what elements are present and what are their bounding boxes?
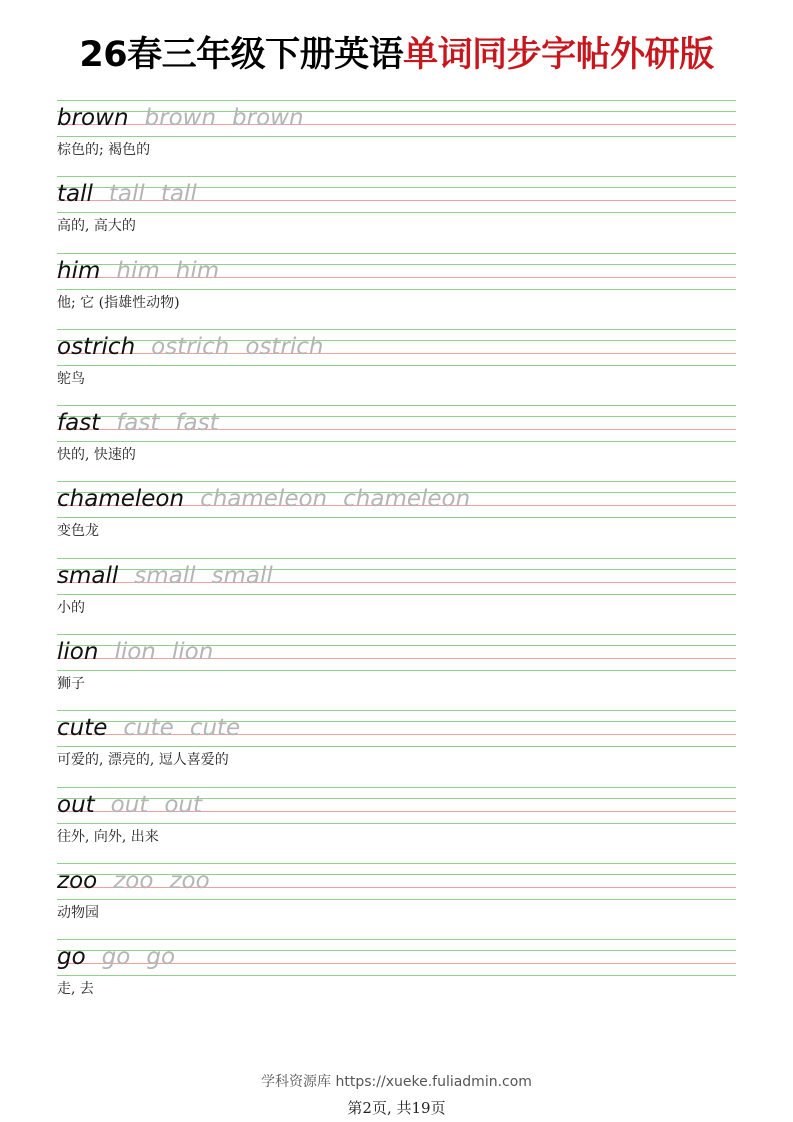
- word-line: [57, 635, 213, 669]
- word-meaning: 高的, 高大的: [57, 218, 136, 235]
- guide-line: [57, 289, 736, 290]
- trace-word: ostrich: [151, 333, 230, 360]
- word-meaning: 变色龙: [57, 523, 99, 540]
- guide-line: [57, 899, 736, 900]
- word-text: him: [57, 257, 101, 284]
- word-text: cute: [57, 715, 108, 742]
- guide-line: [57, 136, 736, 137]
- word-text: brown: [57, 105, 129, 131]
- word-line: [57, 559, 273, 593]
- word-meaning: 可爱的, 漂亮的, 逗人喜爱的: [57, 752, 229, 769]
- trace-word: tall: [160, 181, 197, 208]
- word-line: [57, 330, 323, 364]
- word-row: [0, 708, 793, 784]
- word-line: [57, 482, 470, 516]
- word-line: [57, 940, 175, 974]
- trace-word: fast: [116, 410, 160, 437]
- guide-line: [57, 975, 736, 976]
- guide-line: [57, 441, 736, 442]
- trace-word: cute: [189, 715, 241, 742]
- word-meaning: 他; 它 (指雄性动物): [57, 294, 180, 311]
- title-part-black: 26春三年级下册英语: [79, 35, 404, 75]
- guide-line: [57, 746, 736, 747]
- page-title: [0, 30, 793, 80]
- title-part-red: 单词同步字帖外研版: [403, 35, 714, 75]
- word-meaning: 走, 去: [57, 981, 94, 998]
- word-text: lion: [57, 639, 99, 666]
- word-line: [57, 254, 219, 288]
- guide-line: [57, 212, 736, 213]
- word-line: [57, 177, 197, 211]
- word-line: [57, 711, 240, 745]
- word-meaning: 动物园: [57, 904, 99, 921]
- trace-word: chameleon: [343, 486, 471, 513]
- word-row: [0, 98, 793, 174]
- word-row: [0, 479, 793, 555]
- word-text: go: [57, 944, 86, 971]
- word-row: [0, 174, 793, 250]
- trace-word: small: [134, 562, 196, 589]
- word-row: [0, 556, 793, 632]
- trace-word: ostrich: [245, 333, 324, 360]
- word-meaning: 往外, 向外, 出来: [57, 828, 159, 845]
- word-row: [0, 632, 793, 708]
- word-row: [0, 403, 793, 479]
- word-text: out: [57, 791, 95, 818]
- word-text: small: [57, 562, 119, 589]
- trace-word: brown: [144, 105, 217, 131]
- word-text: tall: [57, 181, 93, 208]
- trace-word: him: [116, 257, 160, 284]
- word-line: [57, 406, 219, 440]
- word-line: [57, 101, 304, 135]
- trace-word: go: [101, 944, 131, 971]
- word-text: fast: [57, 410, 101, 437]
- word-text: chameleon: [57, 486, 185, 513]
- guide-line: [57, 670, 736, 671]
- guide-line: [57, 517, 736, 518]
- guide-line: [57, 823, 736, 824]
- trace-word: cute: [123, 715, 174, 742]
- footer-site-link[interactable]: 学科资源库 https://xueke.fuliadmin.com: [261, 1074, 532, 1090]
- trace-word: brown: [232, 105, 304, 131]
- word-text: zoo: [57, 867, 98, 894]
- word-row: [0, 327, 793, 403]
- word-row: [0, 785, 793, 861]
- trace-word: zoo: [113, 867, 154, 894]
- word-row: [0, 251, 793, 327]
- trace-word: lion: [114, 639, 156, 666]
- word-meaning: 鸵鸟: [57, 370, 85, 387]
- word-meaning: 小的: [57, 599, 85, 616]
- trace-word: zoo: [169, 867, 210, 894]
- trace-word: out: [164, 791, 203, 818]
- word-text: ostrich: [57, 333, 136, 360]
- word-line: [57, 788, 202, 822]
- trace-word: small: [211, 562, 273, 589]
- trace-word: lion: [171, 639, 214, 666]
- trace-word: tall: [108, 181, 145, 208]
- trace-word: fast: [175, 410, 219, 437]
- word-meaning: 快的, 快速的: [57, 447, 136, 464]
- trace-word: chameleon: [200, 486, 328, 513]
- word-practice-list: [0, 98, 793, 1014]
- trace-word: out: [110, 791, 149, 818]
- word-row: [0, 937, 793, 1013]
- trace-word: him: [175, 257, 220, 284]
- word-line: [57, 864, 210, 898]
- word-meaning: 狮子: [57, 676, 85, 693]
- page-number: 第2页, 共19页: [347, 1099, 446, 1117]
- guide-line: [57, 365, 736, 366]
- guide-line: [57, 594, 736, 595]
- word-row: [0, 861, 793, 937]
- word-meaning: 棕色的; 褐色的: [57, 142, 151, 158]
- trace-word: go: [146, 944, 176, 971]
